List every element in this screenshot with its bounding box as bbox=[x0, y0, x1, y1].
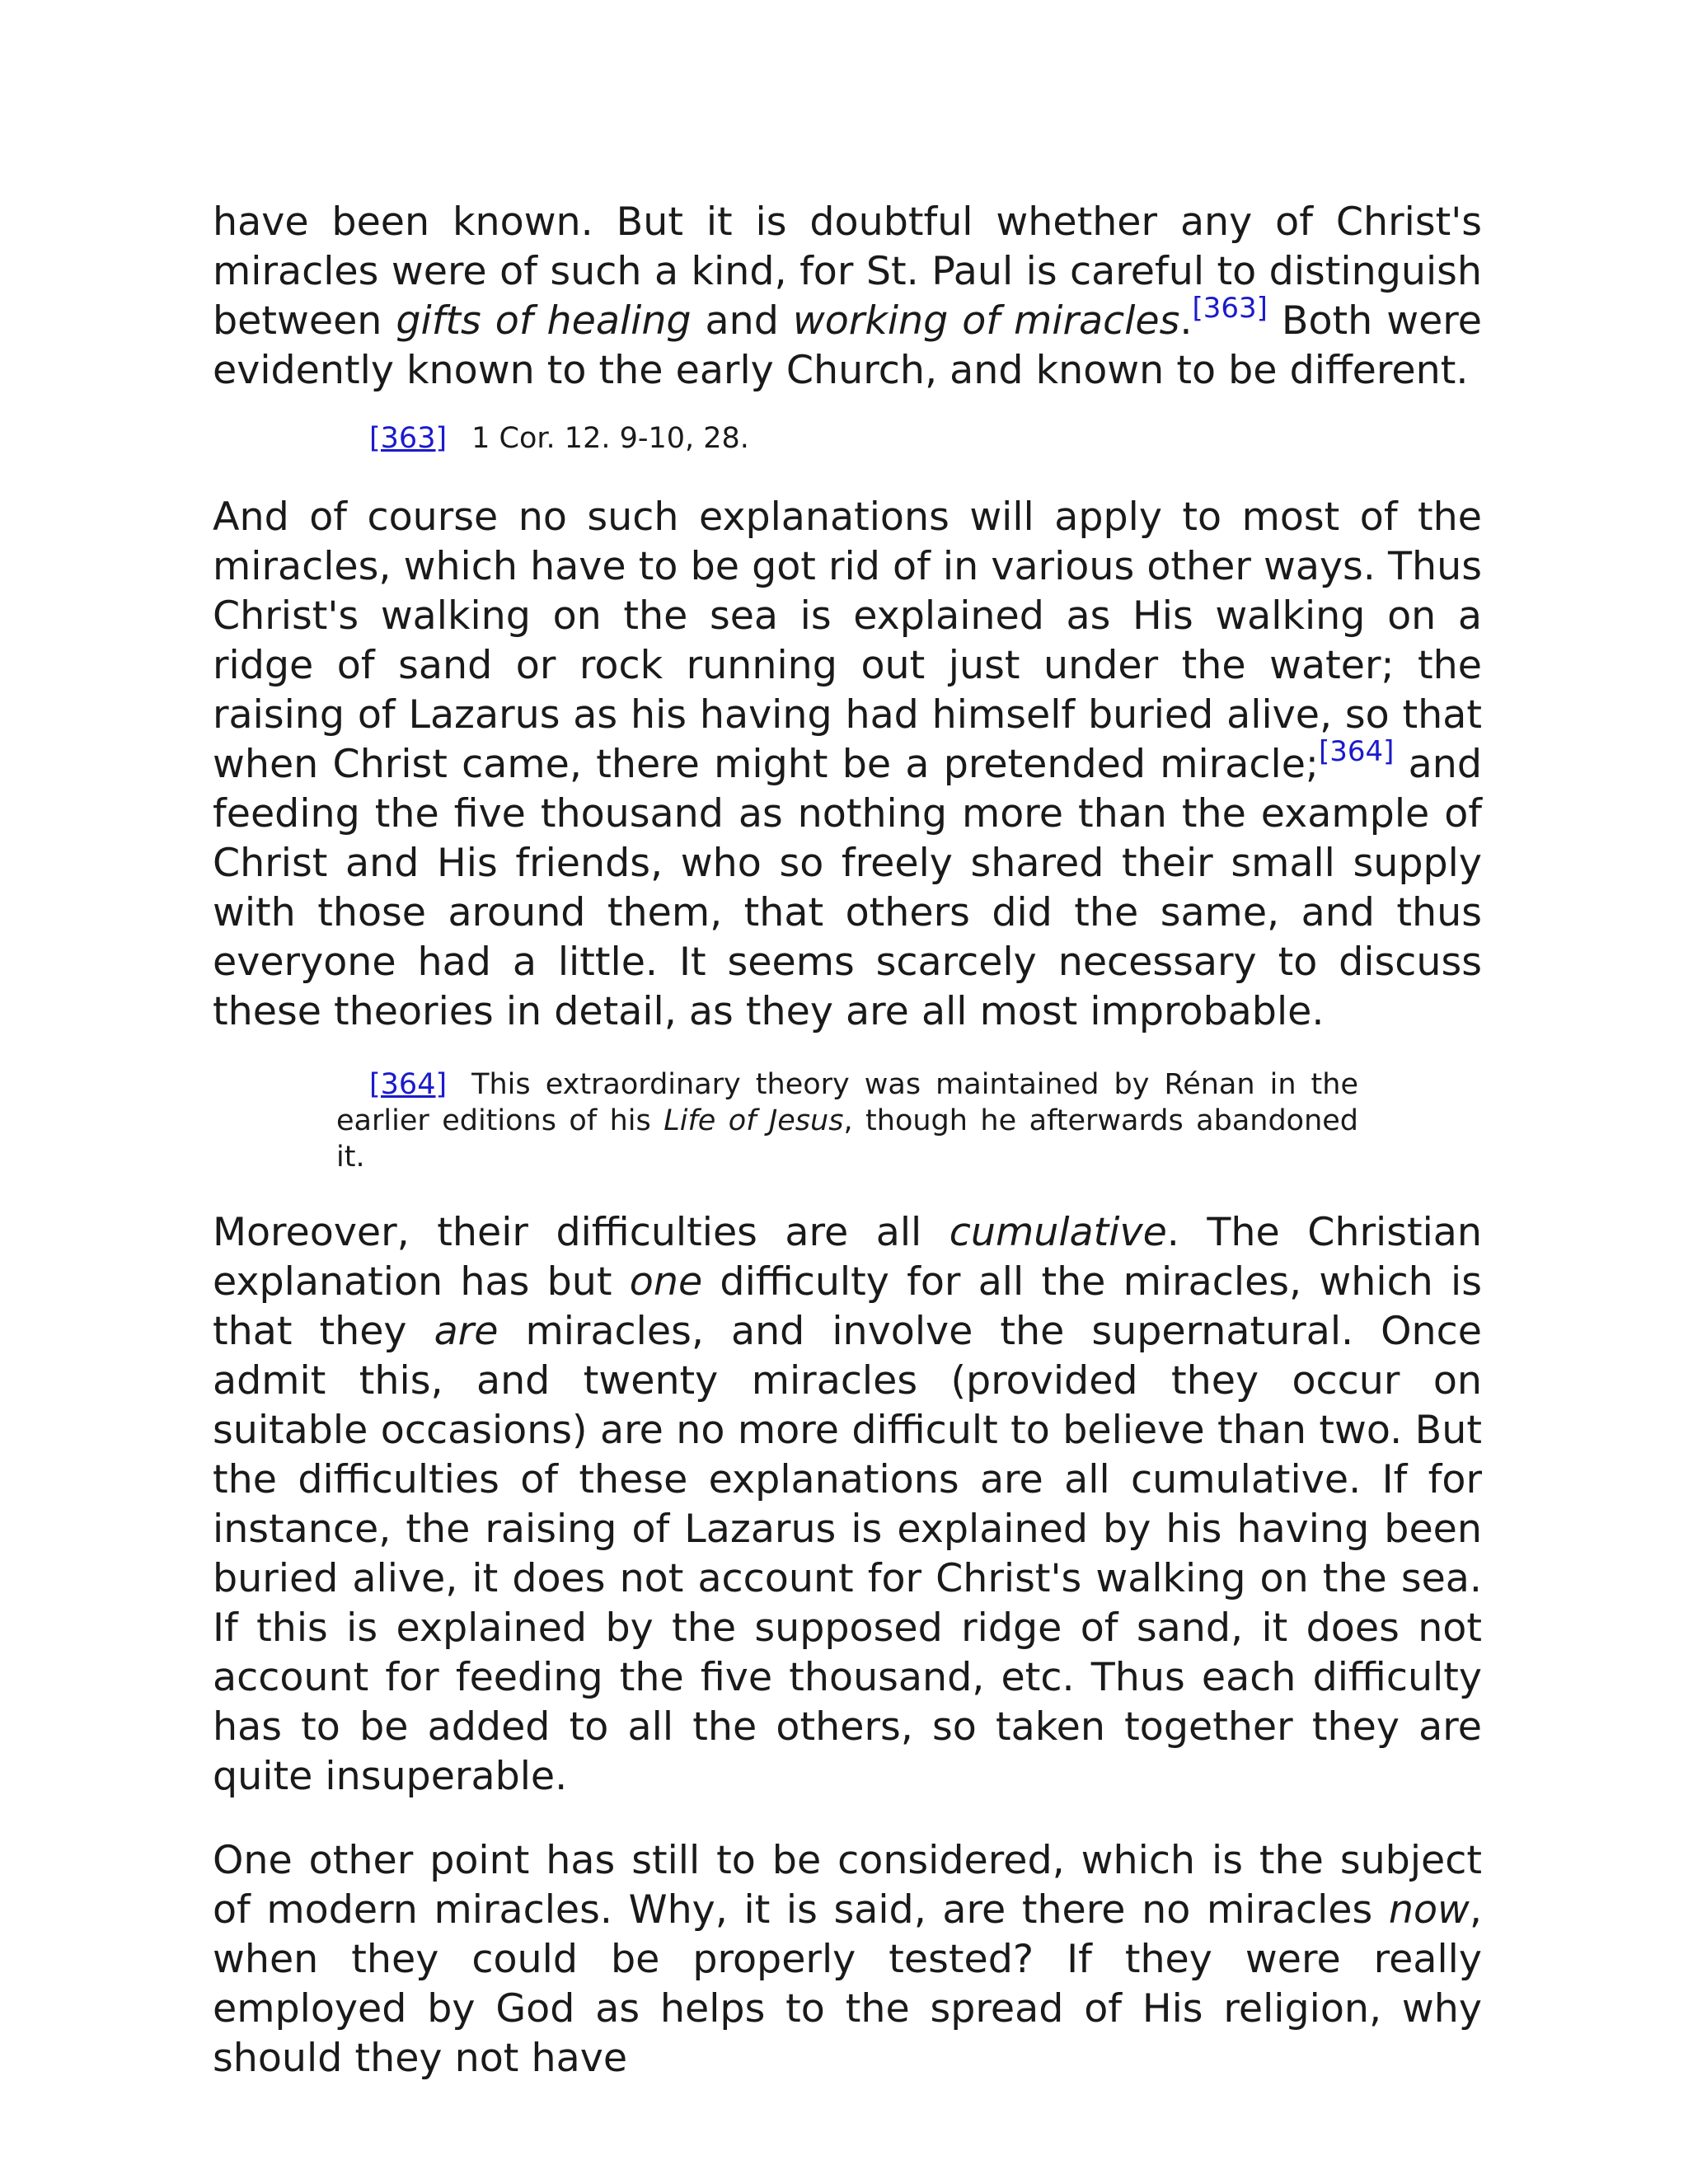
footnote-364 bbox=[336, 1066, 1358, 1175]
paragraph-text: and feeding the five thousand as nothing more than the example of Christ and His friends, who so freely shared their small supply with those around them, that others did the same, and thus everyone had a little. It seems scarcely necessary to discuss these theories in detail, as they are all most improbable. bbox=[213, 742, 1482, 1034]
footnote-text: This extraordinary theory was maintained by Rénan in the earlier editions of his bbox=[336, 1068, 1358, 1137]
italic-text: one bbox=[629, 1259, 703, 1305]
paragraph-text: And of course no such explanations will apply to most of the miracles, which have to be got rid of in various other ways. Thus Christ's walking on the sea is explained as His walking on a ridge of sand or rock running out just under the water; the raising of Lazarus as his having had himself buried alive, so that when Christ came, there might be a pretended miracle; bbox=[213, 494, 1482, 787]
italic-text: gifts of healing bbox=[396, 298, 692, 344]
book-title-italic: Life of Jesus bbox=[663, 1104, 844, 1137]
page-body bbox=[213, 198, 1482, 2083]
footnote-ref-363-link[interactable]: [363] bbox=[1192, 292, 1268, 325]
paragraph-text: and bbox=[691, 298, 793, 344]
paragraph-text: difficulty for all the miracles, which is that they bbox=[213, 1259, 1482, 1354]
paragraph-1 bbox=[213, 198, 1482, 396]
paragraph-text: miracles, and involve the supernatural. Once admit this, and twenty miracles (provided they occur on suitable occasions) are no more difficult to believe than two. But the difficulties of these explanations are all cumulative. If for instance, the raising of Lazarus is explained by his having been buried alive, it does not account for Christ's walking on the sea. If this is explained by the supposed ridge of sand, it does not account for feeding the five thousand, etc. Thus each difficulty has to be added to all the others, so taken together they are quite insuperable. bbox=[213, 1309, 1482, 1799]
footnote-text: , though he afterwards abandoned it. bbox=[336, 1104, 1359, 1174]
paragraph-4 bbox=[213, 1836, 1482, 2083]
paragraph-text: have been known. But it is doubtful whether any of Christ's miracles were of such a kind, for St. Paul is careful to distinguish between bbox=[213, 199, 1482, 344]
footnote-363 bbox=[336, 420, 1358, 457]
paragraph-3 bbox=[213, 1208, 1482, 1802]
footnote-363-backlink[interactable]: [363] bbox=[369, 422, 448, 455]
footnote-ref-364-link[interactable]: [364] bbox=[1318, 735, 1395, 768]
paragraph-text: Both were evidently known to the early Church, and known to be different. bbox=[213, 298, 1482, 393]
italic-text: cumulative bbox=[949, 1210, 1167, 1255]
footnote-text: 1 Cor. 12. 9-10, 28. bbox=[471, 422, 749, 455]
paragraph-2 bbox=[213, 493, 1482, 1037]
italic-text: working of miracles bbox=[792, 298, 1180, 344]
italic-text: are bbox=[434, 1309, 499, 1354]
paragraph-text: Moreover, their difficulties are all bbox=[213, 1210, 950, 1255]
italic-text: now bbox=[1388, 1887, 1470, 1933]
paragraph-text: . bbox=[1179, 298, 1193, 344]
paragraph-text: One other point has still to be considered, which is the subject of modern miracles. Why, it is said, are there no miracles bbox=[213, 1838, 1482, 1933]
paragraph-text: , when they could be properly tested? If they were really employed by God as helps to the spread of His religion, why should they not have bbox=[213, 1887, 1482, 2081]
footnote-364-backlink[interactable]: [364] bbox=[369, 1068, 448, 1101]
paragraph-text: . The Christian explanation has but bbox=[213, 1210, 1483, 1305]
